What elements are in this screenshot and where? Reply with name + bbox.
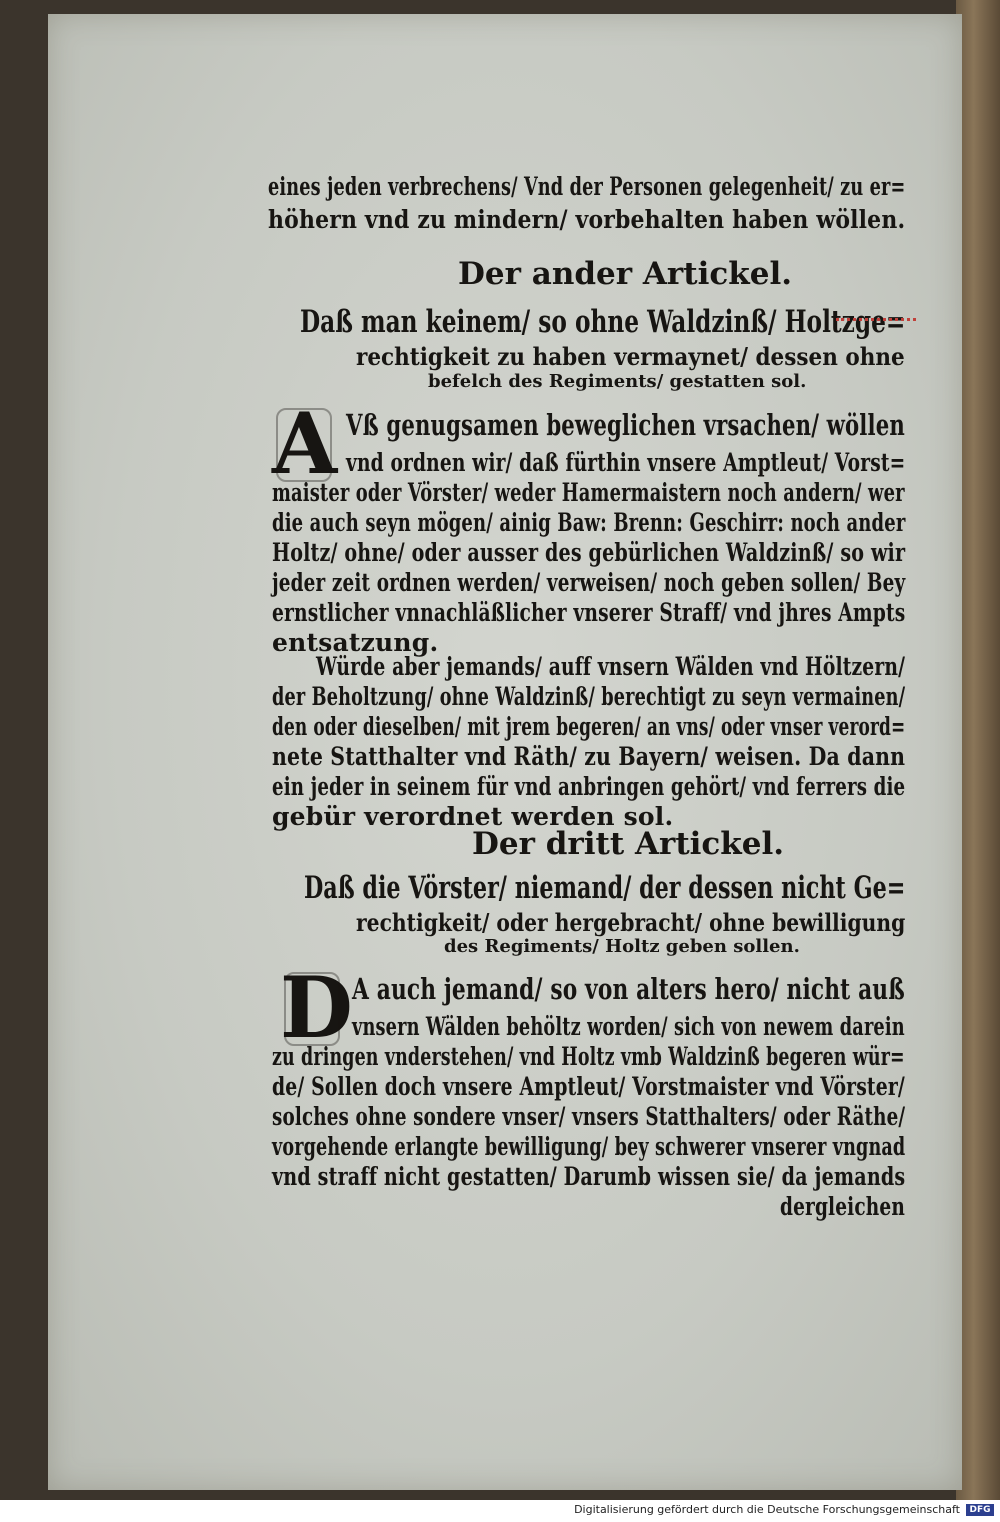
body-line: de/ Sollen doch vnsere Amptleut/ Vorstmaister vnd Vörster/ — [272, 1072, 905, 1101]
article-subheading: befelch des Regiments/ gestatten sol. — [428, 371, 807, 392]
body-line: entsatzung. — [272, 628, 439, 657]
red-dotted-mark — [836, 318, 916, 325]
article-subheading: rechtigkeit/ oder hergebracht/ ohne bewilligung — [356, 908, 906, 937]
body-line: ernstlicher vnnachläßlicher vnserer Straff/ vnd jhres Ampts — [272, 598, 906, 627]
body-line: Holtz/ ohne/ oder ausser des gebürlichen Waldzinß/ so wir — [272, 538, 906, 567]
body-line: jeder zeit ordnen werden/ verweisen/ noch geben sollen/ Bey — [272, 568, 906, 597]
body-line: Vß genugsamen beweglichen vrsachen/ wöllen — [346, 408, 905, 442]
body-line: vnd ordnen wir/ daß fürthin vnsere Amptleut/ Vorst= — [346, 448, 906, 477]
body-line: gebür verordnet werden sol. — [272, 802, 674, 831]
article-subheading: Daß die Vörster/ niemand/ der dessen nicht Ge= — [304, 870, 906, 906]
body-line: vnd straff nicht gestatten/ Darumb wissen sie/ da jemands — [272, 1162, 906, 1191]
article-heading: Der ander Artickel. — [458, 256, 793, 292]
dfg-logo: DFG — [966, 1504, 994, 1516]
body-line: der Beholtzung/ ohne Waldzinß/ berechtigt zu seyn vermainen/ — [272, 682, 906, 711]
body-line: zu dringen vnderstehen/ vnd Holtz vmb Waldzinß begeren wür= — [272, 1042, 905, 1071]
article-subheading: des Regiments/ Holtz geben sollen. — [444, 936, 800, 957]
body-line: maister oder Vörster/ weder Hamermaistern noch andern/ wer — [272, 478, 905, 507]
body-line: Würde aber jemands/ auff vnsern Wälden vnd Höltzern/ — [316, 652, 906, 681]
body-line: den oder dieselben/ mit jrem begeren/ an vns/ oder vnser verord= — [272, 712, 906, 741]
funding-credit: Digitalisierung gefördert durch die Deutsche Forschungsgemeinschaft — [574, 1503, 960, 1516]
body-line: solches ohne sondere vnser/ vnsers Statthalters/ oder Räthe/ — [272, 1102, 906, 1131]
article-subheading: rechtigkeit zu haben vermaynet/ dessen ohne — [356, 342, 905, 371]
decorated-initial: D — [280, 958, 353, 1057]
body-line: die auch seyn mögen/ ainig Baw: Brenn: Geschirr: noch ander — [272, 508, 906, 537]
body-line: vorgehende erlangte bewilligung/ bey schwerer vnserer vngnad — [272, 1132, 906, 1161]
body-line: A auch jemand/ so von alters hero/ nicht auß — [352, 972, 905, 1006]
book-spine — [956, 0, 1000, 1500]
body-line: höhern vnd zu mindern/ vorbehalten haben wöllen. — [268, 205, 906, 234]
catchword: dergleichen — [780, 1192, 905, 1221]
body-line: ein jeder in seinem für vnd anbringen gehört/ vnd ferrers die — [272, 772, 906, 801]
body-line: nete Statthalter vnd Räth/ zu Bayern/ weisen. Da dann — [272, 742, 906, 771]
article-subheading: Daß man keinem/ so ohne Waldzinß/ Holtzge= — [300, 304, 906, 340]
body-line: eines jeden verbrechens/ Vnd der Personen gelegenheit/ zu er= — [268, 172, 906, 201]
article-heading: Der dritt Artickel. — [472, 826, 785, 862]
decorated-initial: A — [272, 394, 338, 493]
body-line: vnsern Wälden behöltz worden/ sich von newem darein — [352, 1012, 905, 1041]
